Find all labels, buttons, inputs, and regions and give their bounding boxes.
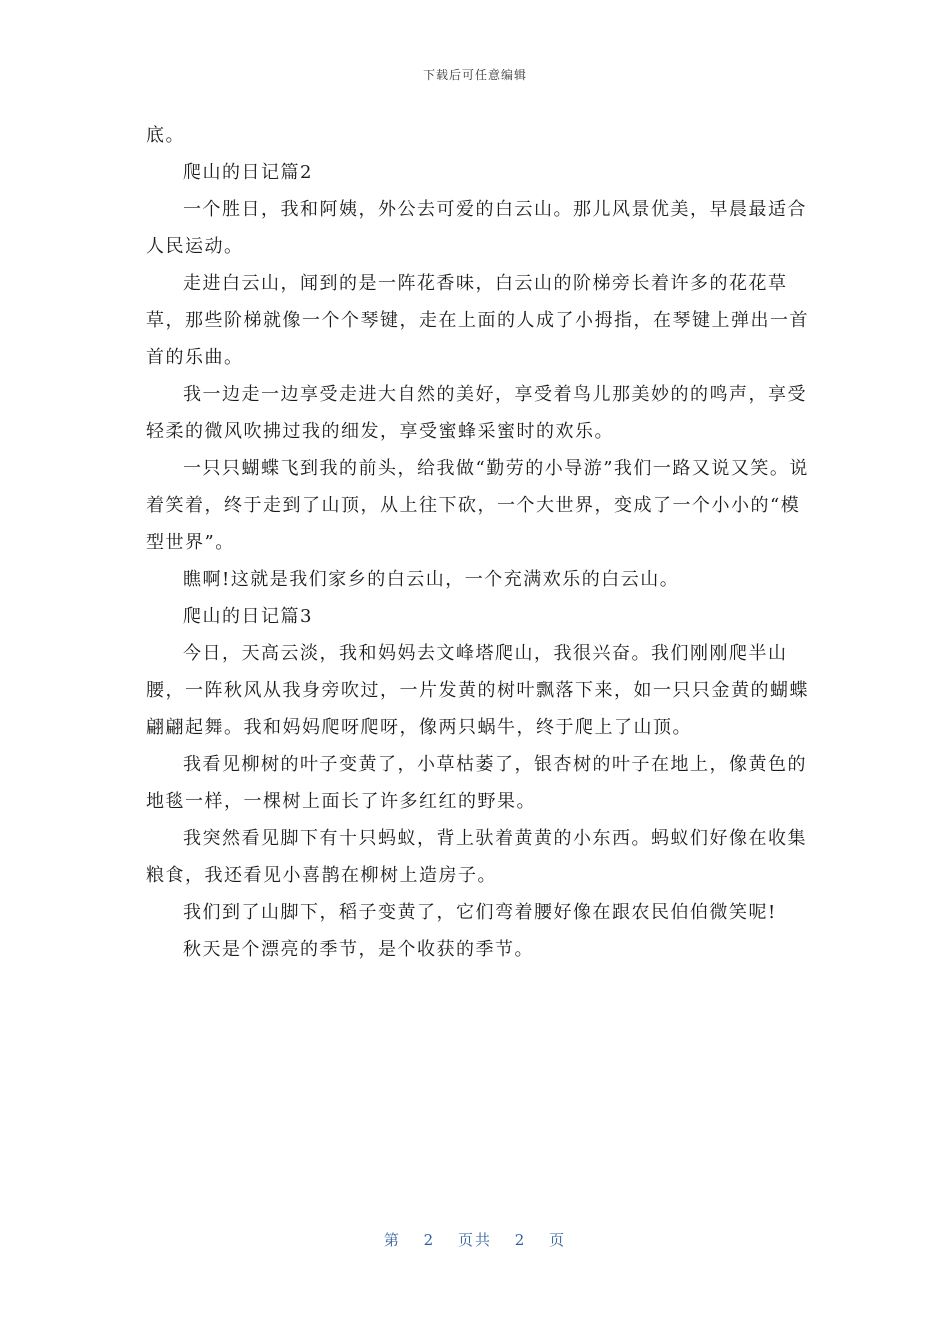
document-body xyxy=(146,117,816,968)
paragraph: 我一边走一边享受走进大自然的美好，享受着鸟儿那美妙的的鸣声，享受轻柔的微风吹拂过我的细发，享受蜜蜂采蜜时的欢乐。 xyxy=(146,384,807,442)
paragraph: 我突然看见脚下有十只蚂蚁，背上驮着黄黄的小东西。蚂蚁们好像在收集粮食，我还看见小喜鹊在柳树上造房子。 xyxy=(146,828,807,886)
section-heading-2: 爬山的日记篇2 xyxy=(183,162,313,183)
paragraph: 一只只蝴蝶飞到我的前头，给我做“勤劳的小导游”我们一路又说又笑。说着笑着，终于走到了山顶，从上往下砍，一个大世界，变成了一个小小的“模型世界”。 xyxy=(146,458,809,553)
paragraph: 一个胜日，我和阿姨，外公去可爱的白云山。那儿风景优美，早晨最适合人民运动。 xyxy=(146,199,807,257)
paragraph: 我看见柳树的叶子变黄了，小草枯萎了，银杏树的叶子在地上，像黄色的地毯一样，一棵树上面长了许多红红的野果。 xyxy=(146,754,807,812)
paragraph: 我们到了山脚下，稻子变黄了，它们弯着腰好像在跟农民伯伯微笑呢! xyxy=(183,902,777,923)
paragraph: 走进白云山，闻到的是一阵花香味，白云山的阶梯旁长着许多的花花草草，那些阶梯就像一个个琴键，走在上面的人成了小拇指，在琴键上弹出一首首的乐曲。 xyxy=(146,273,809,368)
paragraph-continuation: 底。 xyxy=(146,125,185,146)
section-heading-3: 爬山的日记篇3 xyxy=(183,606,313,627)
paragraph: 秋天是个漂亮的季节，是个收获的季节。 xyxy=(183,939,534,960)
page-footer: 第 2 页共 2 页 xyxy=(383,1231,567,1249)
paragraph: 瞧啊!这就是我们家乡的白云山，一个充满欢乐的白云山。 xyxy=(183,569,680,590)
paragraph: 今日，天高云淡，我和妈妈去文峰塔爬山，我很兴奋。我们刚刚爬半山腰，一阵秋风从我身旁吹过，一片发黄的树叶飘落下来，如一只只金黄的蝴蝶翩翩起舞。我和妈妈爬呀爬呀，像两只蜗牛，终于爬上了山顶。 xyxy=(146,643,809,738)
page-header: 下载后可任意编辑 xyxy=(422,68,527,82)
